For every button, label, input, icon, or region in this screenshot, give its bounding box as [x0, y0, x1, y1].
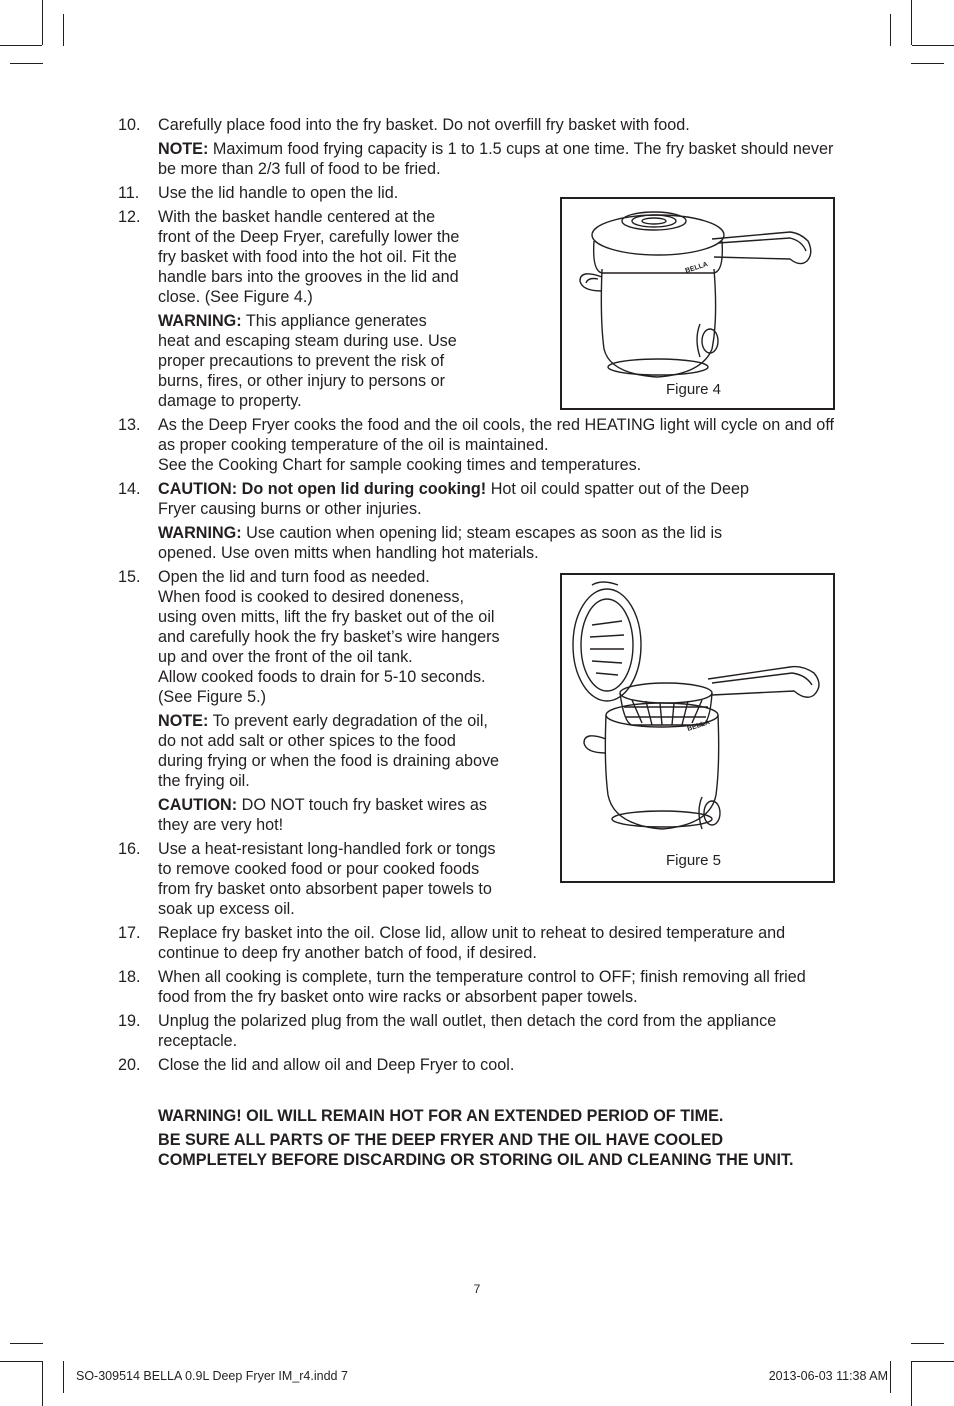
crop-mark	[63, 14, 64, 46]
step-12-warning	[118, 311, 458, 411]
step-text: Use the lid handle to open the lid.	[158, 184, 399, 202]
step-number: 18.	[118, 968, 141, 986]
warning-line-2: BE SURE ALL PARTS OF THE DEEP FRYER AND THE OIL HAVE COOLED COMPLETELY BEFORE DISCARDING OR STORING OIL AND CLEANING THE UNIT.	[158, 1131, 794, 1169]
step-number: 14.	[118, 480, 141, 498]
warning-label: WARNING:	[158, 312, 242, 330]
step-10-note	[118, 139, 838, 179]
note-text: To prevent early degradation of the oil, do not add salt or other spices to the food during frying or when the food is draining above the frying oil.	[158, 712, 500, 790]
step-number: 11.	[118, 184, 140, 202]
step-text: As the Deep Fryer cooks the food and the oil cools, the red HEATING light will cycle on and off as proper cooking temperature of the oil is maintained.	[158, 416, 835, 454]
crop-mark	[42, 0, 43, 45]
caution-text: DO NOT touch fry basket wires as they are very hot!	[158, 796, 487, 834]
note-text: Maximum food frying capacity is 1 to 1.5 cups at one time. The fry basket should never be more than 2/3 full of food to be fried.	[158, 140, 834, 178]
step-text-continued: See the Cooking Chart for sample cooking times and temperatures.	[158, 456, 642, 474]
step-14-warning	[118, 523, 778, 563]
warning-line-1: WARNING! OIL WILL REMAIN HOT FOR AN EXTENDED PERIOD OF TIME.	[158, 1107, 724, 1125]
caution-label: CAUTION:	[158, 796, 238, 814]
file-slug: SO-309514 BELLA 0.9L Deep Fryer IM_r4.indd 7	[76, 1369, 348, 1383]
crop-mark	[10, 63, 43, 64]
step-text: Close the lid and allow oil and Deep Fryer to cool.	[158, 1056, 515, 1074]
crop-mark	[10, 1343, 43, 1344]
warning-label: WARNING:	[158, 524, 242, 542]
step-text-continued: When food is cooked to desired doneness, using oven mitts, lift the fry basket out of the oil and carefully hook the fry basket’s wire hangers up and over the front of the oil tank.	[158, 588, 500, 666]
crop-mark	[912, 1361, 954, 1362]
step-11	[118, 183, 838, 203]
final-warning	[158, 1106, 838, 1174]
step-18	[118, 967, 838, 1007]
figure-5-caption: Figure 5	[666, 852, 722, 869]
step-15-note	[118, 711, 503, 791]
step-10	[118, 115, 838, 135]
crop-mark	[0, 1361, 42, 1362]
step-text: Open the lid and turn food as needed.	[158, 568, 430, 586]
note-label: NOTE:	[158, 140, 209, 158]
brand-logo: BELLA	[686, 719, 711, 733]
step-16	[118, 839, 503, 919]
warning-text: This appliance generates heat and escaping steam during use. Use proper precautions to prevent the risk of burns, fires, or other injury to persons or damage to property.	[158, 312, 457, 410]
step-text: Replace fry basket into the oil. Close lid, allow unit to reheat to desired temperature and continue to deep fry another batch of food, if desired.	[158, 924, 786, 962]
step-12	[118, 207, 463, 307]
step-text: Carefully place food into the fry basket. Do not overfill fry basket with food.	[158, 116, 690, 134]
crop-mark	[911, 1343, 944, 1344]
step-number: 19.	[118, 1012, 141, 1030]
step-number: 12.	[118, 208, 141, 226]
step-19	[118, 1011, 818, 1051]
step-number: 17.	[118, 924, 141, 942]
page-number: 7	[473, 1282, 481, 1296]
step-text-continued: Allow cooked foods to drain for 5-10 seconds. (See Figure 5.)	[158, 668, 486, 706]
step-number: 13.	[118, 416, 141, 434]
crop-mark	[911, 0, 912, 45]
crop-mark	[0, 45, 42, 46]
note-label: NOTE:	[158, 712, 209, 730]
crop-mark	[912, 45, 954, 46]
date-slug: 2013-06-03 11:38 AM	[768, 1369, 888, 1383]
crop-mark	[42, 1361, 43, 1406]
crop-mark	[911, 1361, 912, 1406]
step-15	[118, 567, 503, 707]
figure-4-caption: Figure 4	[666, 381, 722, 398]
brand-logo: BELLA	[684, 261, 709, 275]
step-number: 20.	[118, 1056, 141, 1074]
crop-mark	[911, 63, 944, 64]
step-number: 15.	[118, 568, 141, 586]
step-13	[118, 415, 838, 475]
step-number: 10.	[118, 116, 141, 134]
step-text: Hot oil could spatter out of the Deep Fryer causing burns or other injuries.	[158, 480, 749, 518]
instruction-list	[118, 115, 838, 1075]
step-number: 16.	[118, 840, 141, 858]
step-text: Unplug the polarized plug from the wall outlet, then detach the cord from the appliance receptacle.	[158, 1012, 777, 1050]
step-text: Use a heat-resistant long-handled fork or tongs to remove cooked food or pour cooked foods from fry basket onto absorbent paper towels to soak up excess oil.	[158, 840, 496, 918]
warning-text: Use caution when opening lid; steam escapes as soon as the lid is opened. Use oven mitts when handling hot materials.	[158, 524, 723, 562]
caution-label: CAUTION: Do not open lid during cooking!	[158, 480, 487, 498]
crop-mark	[890, 1361, 891, 1393]
step-14	[118, 479, 778, 519]
crop-mark	[63, 1361, 64, 1393]
step-15-caution	[118, 795, 503, 835]
step-text: With the basket handle centered at the front of the Deep Fryer, carefully lower the fry basket with food into the hot oil. Fit the handle bars into the grooves in the lid and close. (See Figure 4.)	[158, 208, 460, 306]
crop-mark	[890, 14, 891, 46]
step-text: When all cooking is complete, turn the temperature control to OFF; finish removing all fried food from the fry basket onto wire racks or absorbent paper towels.	[158, 968, 806, 1006]
step-17	[118, 923, 838, 963]
step-20	[118, 1055, 838, 1075]
